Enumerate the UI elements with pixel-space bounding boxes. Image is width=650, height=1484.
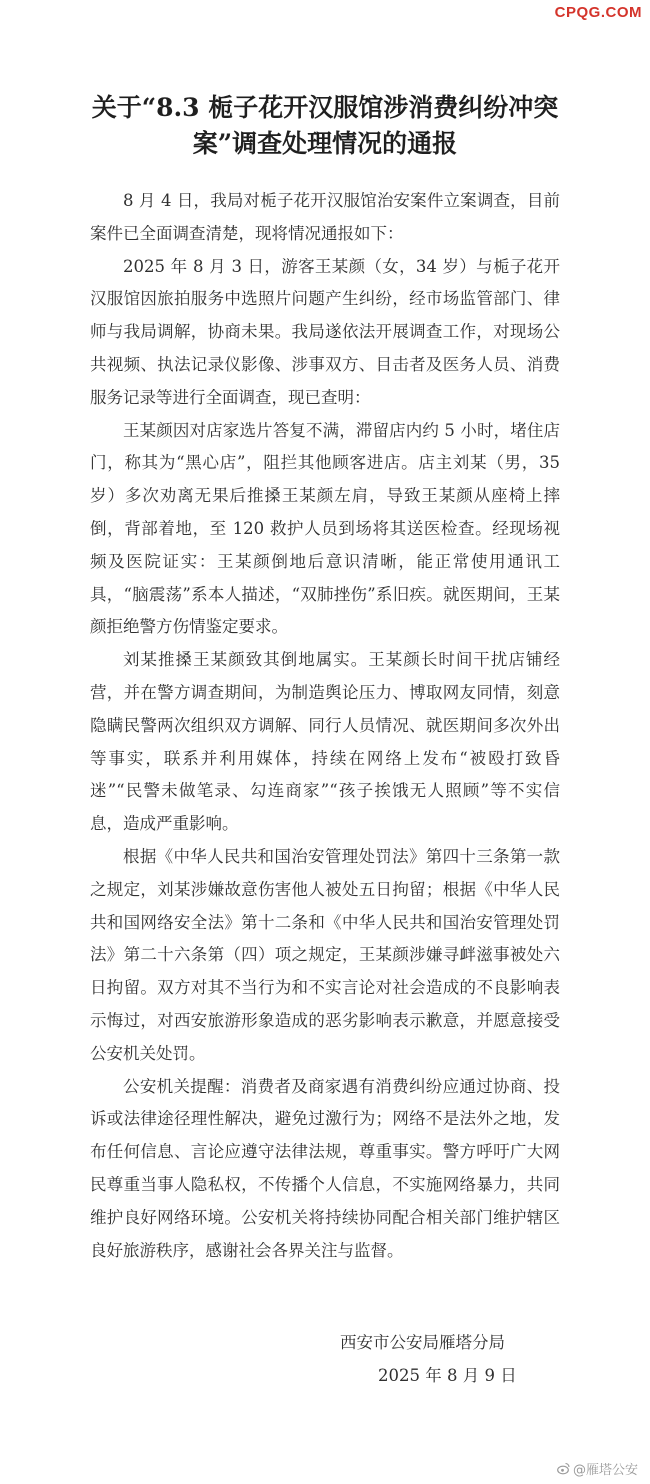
weibo-watermark — [557, 1459, 638, 1478]
site-watermark: CPQG.COM — [554, 4, 642, 21]
document-title: 关于“8.3 栀子花开汉服馆涉消费纠纷冲突案”调查处理情况的通报 — [91, 93, 559, 158]
weibo-icon — [557, 1462, 570, 1475]
document-body — [90, 185, 560, 1267]
signature-block — [340, 1326, 560, 1392]
paragraph-penalties: 根据《中华人民共和国治安管理处罚法》第四十三条第一款之规定，刘某涉嫌故意伤害他人被处五日拘留；根据《中华人民共和国网络安全法》第十二条和《中华人民共和国治安管理处罚法》第二十六条第（四）项之规定，王某颜涉嫌寻衅滋事被处六日拘留。双方对其不当行为和不实言论对社会造成的不良影响表示悔过，对西安旅游形象造成的恶劣影响表示歉意，并愿意接受公安机关处罚。 — [90, 846, 560, 1063]
weibo-account: @雁塔公安 — [572, 1463, 638, 1478]
paragraph-misinformation: 刘某推搡王某颜致其倒地属实。王某颜长时间干扰店铺经营，并在警方调查期间，为制造舆论压力、博取网友同情，刻意隐瞒民警两次组织双方调解、同行人员情况、就医期间多次外出等事实，联系并利用媒体，持续在网络上发布“被殴打致昏迷”“民警未做笔录、勾连商家”“孩子挨饿无人照顾”等不实信息，造成严重影响。 — [90, 650, 560, 834]
issuer-name: 西安市公安局雁塔分局 — [340, 1333, 505, 1352]
paragraph-findings: 王某颜因对店家选片答复不满，滞留店内约 5 小时，堵住店门，称其为“黑心店”，阻拦其他顾客进店。店主刘某（男，35 岁）多次劝离无果后推搡王某颜左肩，导致王某颜从座椅上摔倒，背部着地，至 120 救护人员到场将其送医检查。经现场视频及医院证实：王某颜倒地后意识清晰，能正常使用通讯工具，“脑震荡”系本人描述，“双肺挫伤”系旧疾。就医期间，王某颜拒绝警方伤情鉴定要求。 — [90, 420, 560, 637]
paragraph-reminder: 公安机关提醒：消费者及商家遇有消费纠纷应通过协商、投诉或法律途径理性解决，避免过激行为；网络不是法外之地，发布任何信息、言论应遵守法律法规，尊重事实。警方呼吁广大网民尊重当事人隐私权，不传播个人信息，不实施网络暴力，共同维护良好网络环境。公安机关将持续协同配合相关部门维护辖区良好旅游秩序，感谢社会各界关注与监督。 — [90, 1076, 560, 1260]
paragraph-background: 2025 年 8 月 3 日，游客王某颜（女，34 岁）与栀子花开汉服馆因旅拍服务中选照片问题产生纠纷，经市场监管部门、律师与我局调解，协商未果。我局遂依法开展调查工作，对现场公共视频、执法记录仪影像、涉事双方、目击者及医务人员、消费服务记录等进行全面调查，现已查明： — [90, 256, 560, 407]
issue-date: 2025 年 8 月 9 日 — [378, 1366, 517, 1385]
paragraph-intro: 8 月 4 日，我局对栀子花开汉服馆治安案件立案调查，目前案件已全面调查清楚，现将情况通报如下： — [90, 191, 560, 243]
